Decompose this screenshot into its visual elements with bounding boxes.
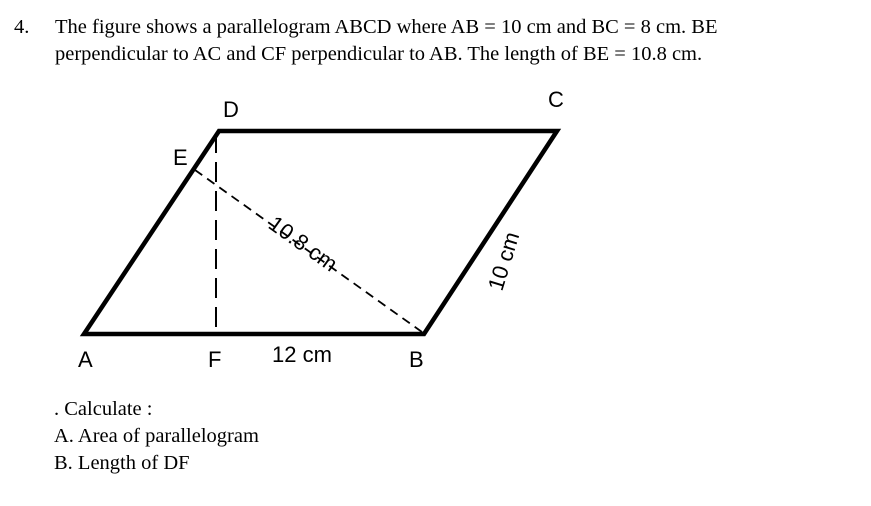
vertex-e-label: E: [173, 145, 188, 170]
question-number: 4.: [14, 16, 30, 38]
vertex-d-label: D: [223, 97, 239, 122]
question-line-1: The figure shows a parallelogram ABCD where AB = 10 cm and BC = 8 cm. BE: [55, 16, 718, 38]
parallelogram-outline: [84, 131, 557, 334]
measure-be-label: 10.8 cm: [264, 210, 343, 277]
vertex-b-label: B: [409, 347, 424, 372]
measure-bc-label: 10 cm: [482, 228, 525, 294]
vertex-f-label: F: [208, 347, 222, 372]
tasks-intro: . Calculate :: [54, 398, 153, 420]
question-line-2: perpendicular to AC and CF perpendicular to AB. The length of BE = 10.8 cm.: [55, 43, 703, 65]
task-a: A. Area of parallelogram: [54, 425, 259, 447]
vertex-c-label: C: [548, 87, 564, 112]
tasks: [54, 396, 259, 477]
measure-ab-label: 12 cm: [272, 342, 332, 367]
vertex-a-label: A: [78, 347, 93, 372]
task-b: B. Length of DF: [54, 452, 190, 474]
